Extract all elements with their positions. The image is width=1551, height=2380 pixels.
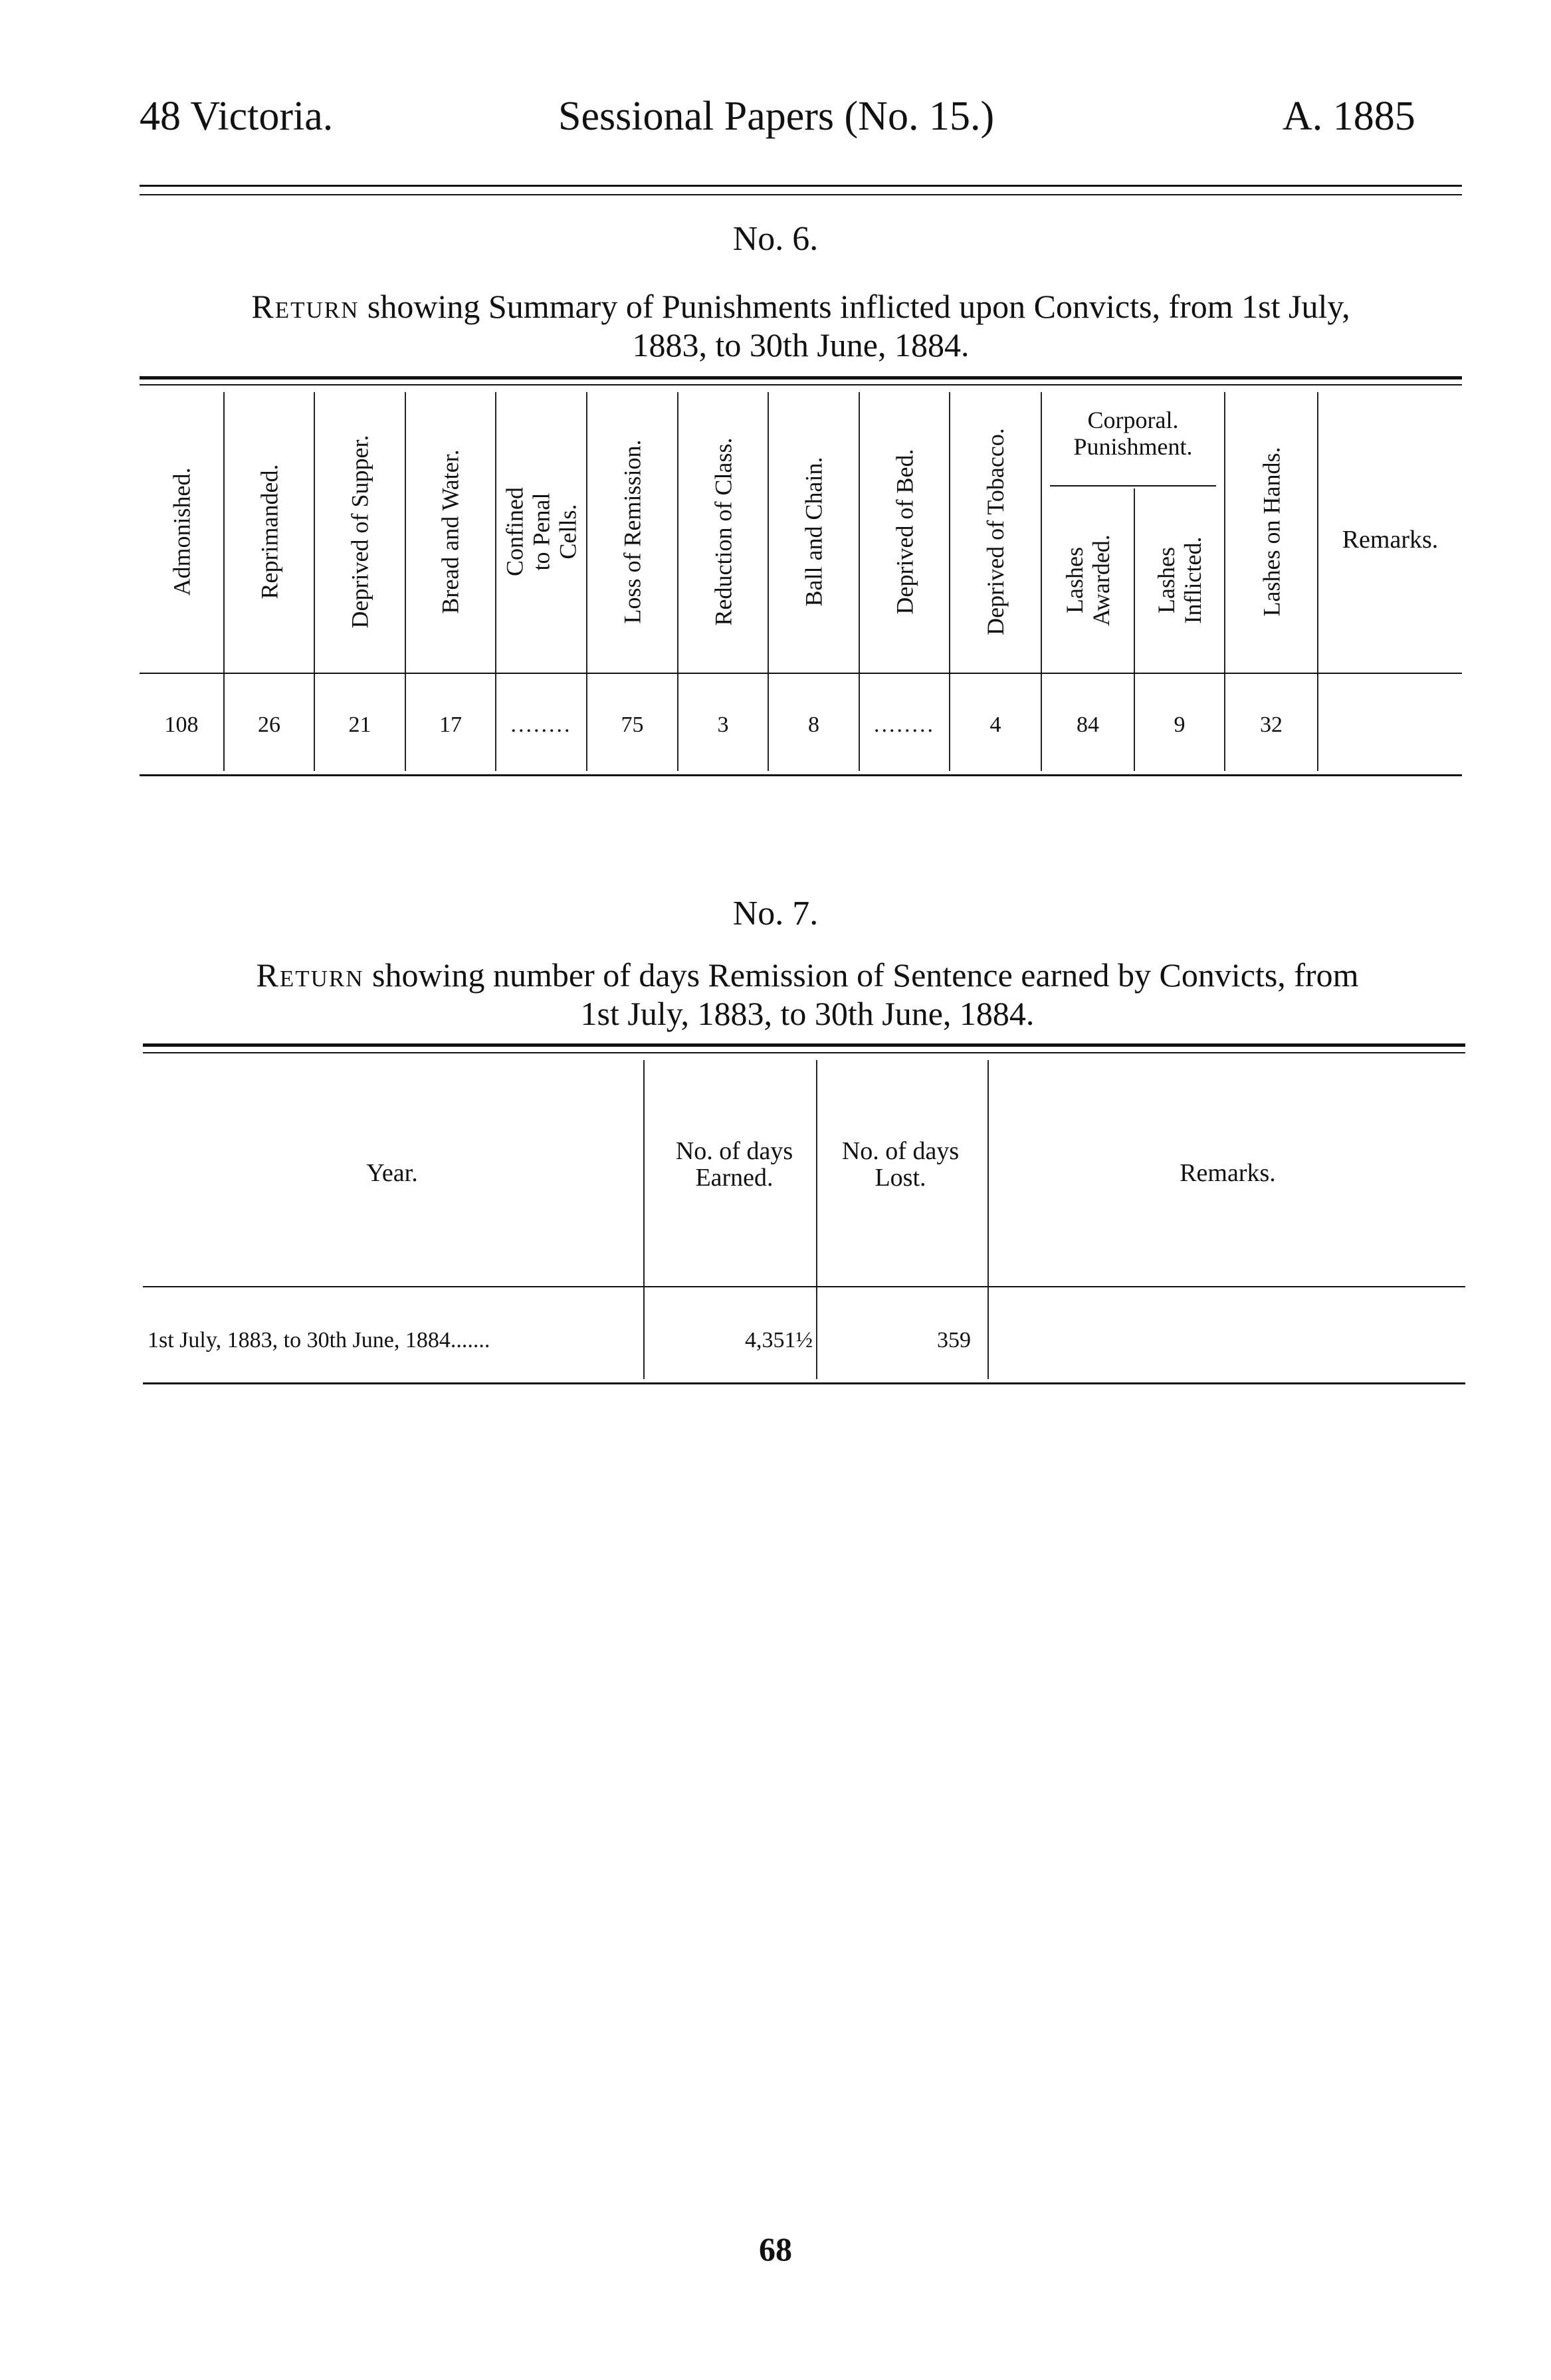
t6-header-admonished: Admonished.	[168, 467, 195, 596]
t6-value-bread-and-water: 17	[439, 712, 462, 737]
t6-header-reprimanded: Reprimanded.	[256, 464, 283, 599]
t6-value-deprived-of-tobacco: 4	[989, 712, 1001, 737]
t6-header-deprived-of-tobacco: Deprived of Tobacco.	[982, 428, 1009, 635]
table7-top-rule-2	[143, 1052, 1465, 1053]
t6-header-ball-and-chain: Ball and Chain.	[800, 457, 827, 607]
t6-header-lashes-awarded: Lashes Awarded.	[1061, 534, 1114, 626]
t6-value-confined-to-penal-cells: ........	[510, 712, 572, 737]
t6-bottom-rule	[140, 774, 1462, 776]
t7-header-rule	[143, 1286, 1465, 1287]
table7-caption-lead: Return	[256, 956, 364, 994]
table6-top-rule	[140, 376, 1462, 379]
t6-value-lashes-inflicted: 9	[1174, 712, 1186, 737]
table6-top-rule-2	[140, 384, 1462, 385]
header-right: A. 1885	[1283, 94, 1415, 139]
t7-header-year: Year.	[366, 1159, 418, 1187]
t6-header-bread-and-water: Bread and Water.	[437, 449, 464, 614]
header-rule-top	[140, 185, 1462, 187]
table7-top-rule	[143, 1043, 1465, 1047]
t6-value-lashes-awarded: 84	[1077, 712, 1099, 737]
table6-caption	[136, 287, 1465, 364]
table6-number: No. 6.	[732, 220, 819, 258]
t6-value-deprived-of-supper: 21	[348, 712, 371, 737]
table6-caption-lead: Return	[251, 288, 360, 325]
t6-value-reduction-of-class: 3	[717, 712, 729, 737]
header-rule-bottom	[140, 194, 1462, 195]
t6-value-deprived-of-bed: ........	[874, 712, 935, 737]
t6-header-loss-of-remission: Loss of Remission.	[619, 439, 646, 624]
table7-caption	[136, 956, 1479, 1033]
t6-header-confined-to-penal-cells: Confined to Penal Cells.	[501, 487, 581, 576]
t7-header-days-lost: No. of days Lost.	[841, 1137, 960, 1192]
t6-value-loss-of-remission: 75	[621, 712, 644, 737]
t6-header-lashes-inflicted: Lashes Inflicted.	[1153, 536, 1206, 623]
header-left: 48 Victoria.	[140, 94, 334, 139]
page-number: 68	[759, 2230, 792, 2268]
t6-vline	[1317, 392, 1318, 771]
table6-caption-line2: 1883, to 30th June, 1884.	[632, 326, 970, 364]
t7-vline	[643, 1060, 645, 1379]
t7-vline	[987, 1060, 989, 1379]
t6-header-corporal-punishment: Corporal. Punishment.	[1073, 407, 1193, 460]
t6-header-deprived-of-supper: Deprived of Supper.	[346, 435, 373, 629]
table7-caption-line2: 1st July, 1883, to 30th June, 1884.	[580, 995, 1035, 1032]
t7-header-remarks: Remarks.	[1180, 1159, 1276, 1187]
t6-value-lashes-on-hands: 32	[1260, 712, 1283, 737]
t6-header-reduction-of-class: Reduction of Class.	[710, 437, 737, 626]
t7-cell-days-earned: 4,351½	[745, 1328, 813, 1352]
header-center: Sessional Papers (No. 15.)	[558, 94, 995, 139]
t6-header-remarks: Remarks.	[1342, 526, 1439, 554]
t6-value-ball-and-chain: 8	[808, 712, 819, 737]
t6-header-rule	[140, 673, 1462, 674]
t6-value-reprimanded: 26	[258, 712, 280, 737]
t6-value-admonished: 108	[164, 712, 199, 737]
table7-number: No. 7.	[732, 895, 819, 932]
table7-caption-line1: showing number of days Remission of Sentence earned by Convicts, from	[372, 956, 1359, 994]
t6-header-deprived-of-bed: Deprived of Bed.	[891, 449, 918, 615]
t7-bottom-rule	[143, 1382, 1465, 1384]
table6-caption-line1: showing Summary of Punishments inflicted upon Convicts, from 1st July,	[367, 288, 1350, 325]
t7-cell-days-lost: 359	[937, 1328, 971, 1352]
t6-group-rule	[1050, 485, 1216, 487]
t7-header-days-earned: No. of days Earned.	[675, 1137, 793, 1192]
t6-header-lashes-on-hands: Lashes on Hands.	[1258, 447, 1285, 617]
t7-vline	[816, 1060, 817, 1379]
t7-cell-year: 1st July, 1883, to 30th June, 1884.......	[148, 1328, 490, 1352]
